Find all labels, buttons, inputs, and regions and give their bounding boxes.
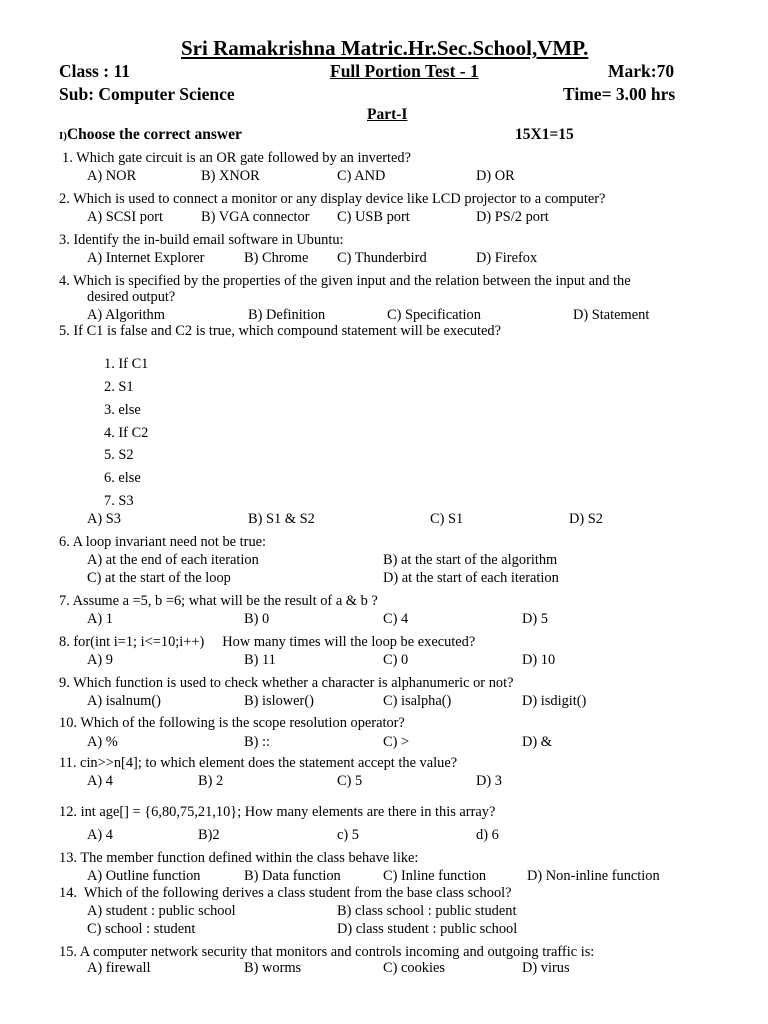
question-12: 12. int age[] = {6,80,75,21,10}; How many elements are there in this array?	[59, 804, 496, 820]
q9-option-b: B) islower()	[244, 693, 314, 709]
q5-list-item: 4. If C2	[104, 425, 149, 441]
question-13: 13. The member function defined within the class behave like:	[59, 850, 419, 866]
q10-option-c: C) >	[383, 734, 410, 750]
q9-option-c: C) isalpha()	[383, 693, 452, 709]
q1-option-c: C) AND	[337, 168, 386, 184]
q3-option-b: B) Chrome	[244, 250, 309, 266]
q8-option-d: D) 10	[522, 652, 556, 668]
q4-option-d: D) Statement	[573, 307, 650, 323]
q15-option-b: B) worms	[244, 960, 302, 976]
q5-option-c: C) S1	[430, 511, 464, 527]
school-name: Sri Ramakrishna Matric.Hr.Sec.School,VMP.	[181, 36, 589, 60]
q9-option-d: D) isdigit()	[522, 693, 587, 709]
q5-option-d: D) S2	[569, 511, 603, 527]
q12-option-a: A) 4	[87, 827, 113, 843]
q1-option-d: D) OR	[476, 168, 515, 184]
q4-option-b: B) Definition	[248, 307, 326, 323]
q9-option-a: A) isalnum()	[87, 693, 161, 709]
q8-option-a: A) 9	[87, 652, 113, 668]
q13-option-a: A) Outline function	[87, 868, 201, 884]
q7-option-a: A) 1	[87, 611, 113, 627]
q5-list-item: 2. S1	[104, 379, 134, 395]
question-1: 1. Which gate circuit is an OR gate followed by an inverted?	[62, 150, 411, 166]
q6-option-c: C) at the start of the loop	[87, 570, 231, 586]
q8-option-b: B) 11	[244, 652, 276, 668]
q2-option-a: A) SCSI port	[87, 209, 163, 225]
q11-option-d: D) 3	[476, 773, 502, 789]
question-2: 2. Which is used to connect a monitor or any display device like LCD projector to a computer?	[59, 191, 606, 207]
q11-option-b: B) 2	[198, 773, 224, 789]
q5-list-item: 7. S3	[104, 493, 134, 509]
q14-option-a: A) student : public school	[87, 903, 236, 919]
q3-option-c: C) Thunderbird	[337, 250, 427, 266]
q13-option-d: D) Non-inline function	[527, 868, 660, 884]
q5-list-item: 1. If C1	[104, 356, 149, 372]
mark-label: Mark:70	[608, 61, 675, 81]
q10-option-b: B) ::	[244, 734, 270, 750]
question-15: 15. A computer network security that monitors and controls incoming and outgoing traffic is:	[59, 944, 595, 960]
q5-list-item: 3. else	[104, 402, 141, 418]
test-title: Full Portion Test - 1	[330, 61, 479, 81]
question-4-cont: desired output?	[87, 289, 176, 305]
q12-option-d: d) 6	[476, 827, 499, 843]
q12-option-b: B)2	[198, 827, 220, 843]
section-heading	[59, 126, 242, 144]
q4-option-a: A) Algorithm	[87, 307, 165, 323]
question-5: 5. If C1 is false and C2 is true, which compound statement will be executed?	[59, 323, 501, 339]
q14-option-d: D) class student : public school	[337, 921, 518, 937]
q3-option-d: D) Firefox	[476, 250, 538, 266]
time-label: Time= 3.00 hrs	[563, 84, 676, 104]
q13-option-c: C) Inline function	[383, 868, 487, 884]
q14-option-b: B) class school : public student	[337, 903, 517, 919]
q7-option-c: C) 4	[383, 611, 409, 627]
question-8: 8. for(int i=1; i<=10;i++) How many times will the loop be executed?	[59, 634, 476, 650]
section-title: Choose the correct answer	[66, 126, 242, 143]
q2-option-d: D) PS/2 port	[476, 209, 549, 225]
q10-option-a: A) %	[87, 734, 118, 750]
q5-option-b: B) S1 & S2	[248, 511, 315, 527]
q11-option-a: A) 4	[87, 773, 113, 789]
question-4: 4. Which is specified by the properties of the given input and the relation between the input and the	[59, 273, 631, 289]
q6-option-a: A) at the end of each iteration	[87, 552, 259, 568]
subject-label: Sub: Computer Science	[59, 84, 235, 104]
question-7: 7. Assume a =5, b =6; what will be the result of a & b ?	[59, 593, 378, 609]
q5-list-item: 6. else	[104, 470, 141, 486]
question-6: 6. A loop invariant need not be true:	[59, 534, 267, 550]
q15-option-a: A) firewall	[87, 960, 151, 976]
q13-option-b: B) Data function	[244, 868, 341, 884]
q11-option-c: C) 5	[337, 773, 363, 789]
class-label: Class : 11	[59, 61, 130, 81]
q5-option-a: A) S3	[87, 511, 121, 527]
q14-option-c: C) school : student	[87, 921, 196, 937]
question-14: 14. Which of the following derives a class student from the base class school?	[59, 885, 512, 901]
q10-option-d: D) &	[522, 734, 552, 750]
q2-option-c: C) USB port	[337, 209, 410, 225]
q1-option-b: B) XNOR	[201, 168, 260, 184]
q7-option-d: D) 5	[522, 611, 548, 627]
q2-option-b: B) VGA connector	[201, 209, 310, 225]
question-9: 9. Which function is used to check whether a character is alphanumeric or not?	[59, 675, 514, 691]
q5-list-item: 5. S2	[104, 447, 134, 463]
q6-option-d: D) at the start of each iteration	[383, 570, 559, 586]
question-11: 11. cin>>n[4]; to which element does the statement accept the value?	[59, 755, 458, 771]
q12-option-c: c) 5	[337, 827, 359, 843]
question-3: 3. Identify the in-build email software in Ubuntu:	[59, 232, 344, 248]
q15-option-c: C) cookies	[383, 960, 445, 976]
section-roman: I)	[59, 130, 67, 142]
q8-option-c: C) 0	[383, 652, 409, 668]
q1-option-a: A) NOR	[87, 168, 137, 184]
part-title: Part-I	[367, 106, 408, 123]
question-10: 10. Which of the following is the scope resolution operator?	[59, 715, 405, 731]
q15-option-d: D) virus	[522, 960, 570, 976]
q4-option-c: C) Specification	[387, 307, 481, 323]
q7-option-b: B) 0	[244, 611, 270, 627]
section-marks: 15X1=15	[515, 126, 574, 143]
q6-option-b: B) at the start of the algorithm	[383, 552, 558, 568]
q3-option-a: A) Internet Explorer	[87, 250, 205, 266]
